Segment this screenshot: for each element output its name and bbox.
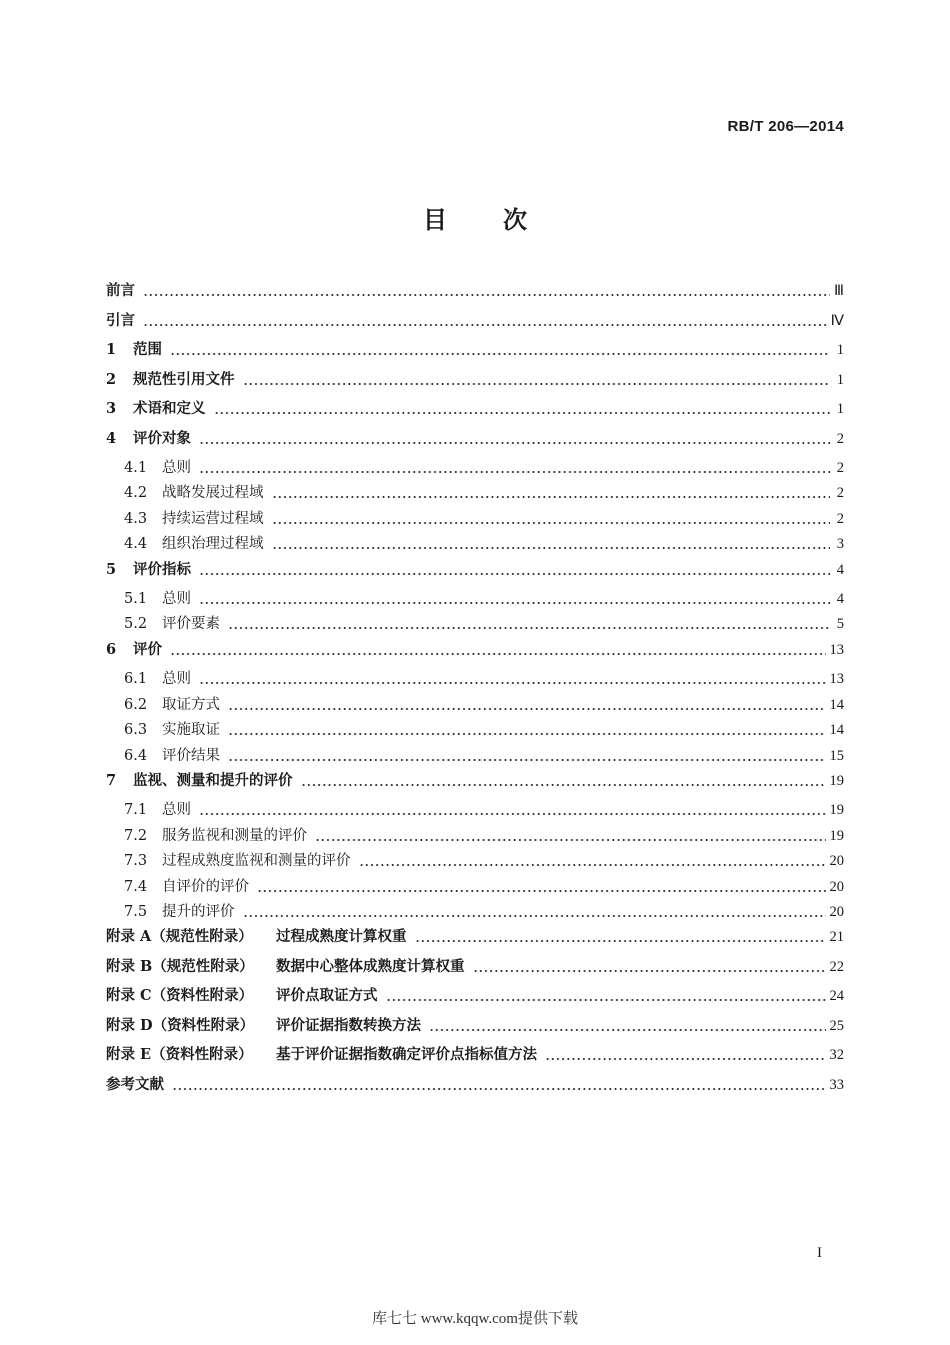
toc-entry-label [162, 667, 191, 688]
toc-entry-page: 25 [829, 1017, 844, 1034]
toc-entry-label [162, 849, 351, 870]
toc-entry-title: 参考文献 [106, 1075, 164, 1093]
toc-entry[interactable] [106, 481, 844, 506]
toc-entry-title: 评价指标 [133, 560, 191, 578]
toc-entry-page: 5 [836, 616, 844, 633]
toc-leader-dots [243, 904, 826, 918]
toc-entry[interactable] [106, 638, 844, 668]
toc-entry[interactable] [106, 693, 844, 718]
toc-entry-label [106, 984, 378, 1005]
toc-leader-dots [199, 562, 830, 576]
toc-entry-label [162, 693, 220, 714]
toc-leader-dots [199, 671, 826, 685]
toc-entry-page: 13 [829, 671, 844, 688]
toc-leader-dots [315, 828, 826, 842]
toc-entry[interactable] [106, 532, 844, 557]
toc-entry-label [106, 1073, 164, 1094]
toc-entry-label [162, 875, 249, 896]
toc-entry-number: 7 [106, 771, 117, 789]
toc-leader-dots [473, 959, 826, 973]
toc-entry-label [133, 368, 235, 389]
toc-entry-number: 6.3 [124, 722, 148, 739]
toc-entry[interactable] [106, 900, 844, 925]
toc-entry[interactable] [106, 849, 844, 874]
toc-entry[interactable] [106, 338, 844, 368]
toc-entry-title: 评价证据指数转换方法 [276, 1016, 421, 1034]
toc-entry-number: 7.3 [124, 853, 148, 870]
toc-entry-page: 15 [829, 747, 844, 764]
toc-entry-title: 总则 [162, 671, 191, 688]
toc-entry-page: 20 [829, 903, 844, 920]
toc-entry[interactable] [106, 558, 844, 588]
toc-entry-title: 评价对象 [133, 429, 191, 447]
toc-leader-dots [228, 616, 830, 630]
toc-entry[interactable] [106, 798, 844, 823]
page-number: I [817, 1245, 822, 1261]
toc-entry-number: 3 [106, 400, 117, 417]
toc-leader-dots [359, 853, 826, 867]
toc-entry[interactable] [106, 718, 844, 743]
toc-entry[interactable] [106, 397, 844, 427]
toc-entry[interactable] [106, 279, 844, 309]
toc-entry-number: 4.3 [124, 510, 148, 527]
toc-entry-number: 5.1 [124, 591, 148, 608]
toc-entry-title: 规范性引用文件 [133, 370, 235, 388]
toc-entry-title: 过程成熟度监视和测量的评价 [162, 853, 351, 870]
toc-entry-label [162, 456, 191, 477]
toc-entry[interactable] [106, 1014, 844, 1044]
toc-appendix-label: 附录 C（资料性附录） [106, 987, 254, 1005]
table-of-contents [106, 279, 844, 1102]
toc-leader-dots [199, 460, 830, 474]
toc-entry-title: 提升的评价 [162, 903, 235, 920]
toc-entry[interactable] [106, 769, 844, 799]
toc-leader-dots [172, 1077, 826, 1091]
toc-leader-dots [143, 283, 830, 297]
toc-entry[interactable] [106, 955, 844, 985]
toc-entry-label [106, 309, 135, 330]
toc-entry-title: 基于评价证据指数确定评价点指标值方法 [276, 1046, 537, 1064]
toc-appendix-label: 附录 D（资料性附录） [106, 1016, 255, 1034]
toc-entry-title: 总则 [162, 460, 191, 476]
toc-entry-label [106, 279, 135, 300]
title-char-1: 目 [423, 205, 447, 234]
toc-entry-number: 6.2 [124, 696, 148, 713]
toc-entry-number: 2 [106, 370, 117, 388]
toc-entry-number: 4 [106, 429, 117, 447]
toc-entry-page: 2 [836, 460, 844, 476]
toc-entry-number: 7.1 [124, 802, 148, 819]
toc-entry-title: 监视、测量和提升的评价 [133, 771, 293, 789]
toc-entry-title: 自评价的评价 [162, 878, 249, 895]
toc-entry-title: 总则 [162, 591, 191, 608]
toc-entry-page: 1 [836, 401, 844, 417]
toc-entry-number: 7.4 [124, 878, 148, 895]
toc-entry-title: 评价结果 [162, 747, 220, 764]
toc-entry[interactable] [106, 1043, 844, 1073]
toc-entry-page: 32 [829, 1047, 844, 1064]
toc-entry-label [106, 955, 465, 976]
toc-entry-title: 战略发展过程域 [162, 485, 264, 502]
toc-leader-dots [170, 342, 830, 356]
toc-entry-title: 组织治理过程域 [162, 536, 264, 553]
toc-entry-page: 4 [836, 561, 844, 578]
download-footer: 库七七 www.kqqw.com提供下载 [372, 1311, 578, 1327]
toc-entry-title: 前言 [106, 282, 135, 299]
toc-entry[interactable] [106, 612, 844, 637]
toc-entry-label [106, 925, 407, 946]
toc-entry-title: 持续运营过程域 [162, 510, 264, 527]
toc-entry-number: 5.2 [124, 616, 148, 633]
toc-entry-page: Ⅳ [830, 312, 844, 329]
toc-entry-page: 33 [829, 1076, 844, 1093]
toc-entry-title: 评价 [133, 640, 162, 658]
toc-entry-page: 2 [836, 430, 844, 447]
toc-leader-dots [415, 929, 826, 943]
toc-entry[interactable] [106, 309, 844, 339]
toc-entry-page: 1 [836, 342, 844, 358]
toc-entry[interactable] [106, 667, 844, 692]
toc-entry-page: 14 [829, 722, 844, 739]
toc-appendix-label: 附录 B（规范性附录） [106, 957, 254, 975]
toc-entry[interactable] [106, 984, 844, 1014]
toc-entry-title: 取证方式 [162, 696, 220, 713]
toc-entry-page: 22 [829, 958, 844, 975]
toc-entry-number: 4.1 [124, 460, 148, 476]
toc-entry-number: 7.2 [124, 827, 148, 844]
toc-entry-title: 评价点取证方式 [276, 987, 378, 1005]
toc-leader-dots [272, 536, 831, 550]
toc-entry[interactable] [106, 427, 844, 457]
toc-appendix-label: 附录 A（规范性附录） [106, 928, 253, 946]
toc-entry[interactable] [106, 368, 844, 398]
title-char-2: 次 [503, 205, 527, 234]
toc-entry-page: 3 [836, 536, 844, 553]
toc-leader-dots [386, 988, 826, 1002]
toc-entry[interactable] [106, 824, 844, 849]
toc-entry-page: 13 [829, 641, 844, 658]
toc-entry-page: Ⅲ [834, 283, 844, 299]
toc-entry-title: 服务监视和测量的评价 [162, 827, 307, 844]
toc-entry-label [106, 1014, 421, 1035]
toc-entry-page: 2 [836, 485, 844, 502]
toc-entry-label [162, 532, 264, 553]
toc-entry-label [133, 558, 191, 579]
toc-entry-label [162, 718, 220, 739]
toc-entry[interactable] [106, 456, 844, 481]
toc-entry-label [106, 1043, 537, 1064]
toc-leader-dots [301, 773, 826, 787]
toc-entry-page: 1 [836, 371, 844, 388]
toc-entry[interactable] [106, 587, 844, 612]
toc-entry-label [162, 507, 264, 528]
toc-entry-title: 总则 [162, 802, 191, 819]
toc-entry-label [162, 481, 264, 502]
toc-entry-page: 2 [836, 510, 844, 527]
page-title [0, 200, 950, 235]
toc-leader-dots [199, 802, 826, 816]
toc-entry[interactable] [106, 744, 844, 769]
toc-entry[interactable] [106, 1073, 844, 1103]
toc-entry-page: 19 [829, 827, 844, 844]
toc-entry-page: 24 [829, 988, 844, 1005]
toc-entry-number: 7.5 [124, 903, 148, 920]
toc-leader-dots [243, 372, 831, 386]
toc-leader-dots [257, 879, 826, 893]
toc-entry-title: 引言 [106, 311, 135, 329]
toc-entry-number: 6.4 [124, 747, 148, 764]
toc-entry-title: 过程成熟度计算权重 [276, 928, 407, 946]
toc-entry-label [162, 612, 220, 633]
toc-entry[interactable] [106, 507, 844, 532]
toc-entry-label [133, 397, 206, 418]
toc-leader-dots [199, 591, 830, 605]
toc-leader-dots [228, 722, 826, 736]
toc-entry-title: 术语和定义 [133, 400, 206, 417]
toc-entry-number: 5 [106, 560, 117, 578]
toc-entry-title: 实施取证 [162, 722, 220, 739]
toc-entry-page: 19 [829, 772, 844, 789]
toc-entry-number: 6.1 [124, 671, 148, 688]
toc-leader-dots [272, 485, 831, 499]
toc-entry-label [162, 587, 191, 608]
toc-entry[interactable] [106, 925, 844, 955]
toc-entry-label [162, 798, 191, 819]
standard-code: RB/T 206—2014 [727, 118, 844, 135]
toc-leader-dots [143, 313, 827, 327]
toc-leader-dots [228, 748, 826, 762]
toc-leader-dots [199, 431, 830, 445]
toc-entry-title: 范围 [133, 341, 162, 358]
toc-entry-label [162, 900, 235, 921]
toc-entry-page: 20 [829, 878, 844, 895]
toc-appendix-label: 附录 E（资料性附录） [106, 1046, 253, 1064]
toc-entry-title: 评价要素 [162, 616, 220, 633]
toc-leader-dots [545, 1047, 826, 1061]
toc-leader-dots [170, 642, 826, 656]
toc-entry-label [133, 769, 293, 790]
toc-entry-label [162, 744, 220, 765]
toc-leader-dots [214, 401, 831, 415]
toc-entry-page: 14 [829, 696, 844, 713]
toc-entry-number: 4.2 [124, 485, 148, 502]
toc-entry-number: 4.4 [124, 536, 148, 553]
toc-entry-page: 21 [829, 929, 844, 946]
toc-entry-page: 4 [836, 591, 844, 608]
toc-leader-dots [429, 1018, 826, 1032]
toc-entry-page: 20 [829, 853, 844, 870]
toc-entry-title: 数据中心整体成熟度计算权重 [276, 957, 465, 975]
toc-entry-number: 6 [106, 640, 117, 658]
toc-entry-label [133, 427, 191, 448]
toc-entry-number: 1 [106, 341, 117, 358]
toc-entry-page: 19 [829, 802, 844, 819]
toc-entry-label [133, 338, 162, 359]
toc-leader-dots [228, 697, 826, 711]
toc-entry-label [133, 638, 162, 659]
toc-leader-dots [272, 511, 831, 525]
toc-entry-label [162, 824, 307, 845]
toc-entry[interactable] [106, 875, 844, 900]
